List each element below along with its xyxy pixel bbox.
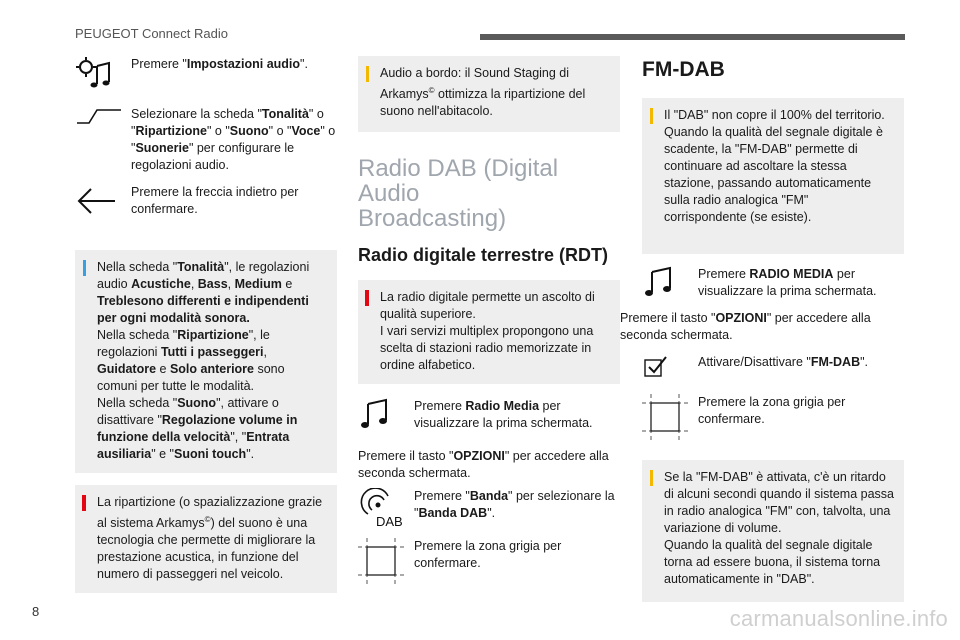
checkbox-icon [642,354,698,396]
step-radio-media: Premere Radio Media per visualizzare la prima schermata. [358,398,620,442]
info-icon [366,66,369,82]
gray-zone-icon [358,538,414,580]
header-bar [480,34,905,40]
note-warning-arkamys: La ripartizione (o spazializzazione grazie al sistema Arkamys©) del suono è una tecnologia che permette di migliorare la prestazione acustica, in funzione del numero di passeggeri nel veicolo. [75,485,337,593]
step-gray-zone-3: Premere la zona grigia per confermare. [642,394,904,450]
music-settings-icon [75,56,131,98]
gray-zone-icon [642,394,698,436]
note-dab-warning: La radio digitale permette un ascolto di qualità superiore. I vari servizi multiplex propongono una scelta di stazioni radio memorizzate in ordine alfabetico. [358,280,620,384]
note-tonality-info: Nella scheda "Tonalità", le regolazioni audio Acustiche, Bass, Medium e Treblesono differenti e indipendenti per ogni modalità sonora. Nella scheda "Ripartizione", le regolazioni Tutti i passeggeri, Guidatore e Solo anteriore sono comuni per tutte le modalità. Nella scheda "Suono", attivare o disattivare "Regolazione volume in funzione della velocità", "Entrata ausiliaria" e "Suoni touch". [75,250,337,473]
warning-icon [82,495,86,511]
note-fm-dab-delay: Se la "FM-DAB" è attivata, c'è un ritardo di alcuni secondi quando il sistema passa in radio analogica "FM" con, talvolta, una variazione di volume. Quando la qualità del segnale digitale torna ad essere buona, il sistema torna automaticamente in "DAB". [642,460,904,602]
fm-dab-title: FM-DAB [642,58,725,81]
arrow-left-icon [75,184,131,226]
note-sound-staging: Audio a bordo: il Sound Staging di Arkamys© ottimizza la ripartizione del suono nell'abitacolo. [358,56,620,132]
dab-icon-label: DAB [376,514,403,530]
dab-radio-icon [358,488,414,530]
options-paragraph: Premere il tasto "OPZIONI" per accedere alla seconda schermata. [620,311,871,342]
options-paragraph: Premere il tasto "OPZIONI" per accedere alla seconda schermata. [358,449,609,481]
step-band-dab: DAB Premere "Banda" per selezionare la "Banda DAB". [358,488,620,538]
page-number: 8 [32,604,40,619]
step-select-tab: Selezionare la scheda "Tonalità" o "Ripartizione" o "Suono" o "Voce" o "Suonerie" per configurare le regolazioni audio. [75,106,337,184]
tab-shape-icon [75,106,131,148]
step-radio-media-3: Premere RADIO MEDIA per visualizzare la prima schermata. [642,266,904,310]
info-icon [650,108,653,124]
column-3 [620,56,904,602]
page-header-title: PEUGEOT Connect Radio [75,26,228,41]
music-note-icon [642,266,698,308]
music-note-icon [358,398,414,440]
column-1 [75,56,337,593]
info-icon [83,260,86,276]
step-gray-zone: Premere la zona grigia per confermare. [358,538,620,588]
step-audio-settings: Premere "Impostazioni audio". [75,56,337,106]
info-icon [650,470,653,486]
bold-label: Impostazioni audio [186,57,301,71]
warning-icon [365,290,369,306]
watermark: carmanualsonline.info [729,606,948,631]
step-toggle-fm-dab: Attivare/Disattivare "FM-DAB". [642,354,904,394]
note-dab-coverage: Il "DAB" non copre il 100% del territorio. Quando la qualità del segnale digitale è scadente, la "FM-DAB" permette di continuare ad ascoltare la stessa stazione, passando automaticamente sulla radio analogica "FM" corrispondente (se esiste). [642,98,904,254]
column-2 [358,56,620,588]
section-title: Radio DAB (Digital Audio Broadcasting) [358,155,559,233]
step-back-arrow: Premere la freccia indietro per confermare. [75,184,337,244]
subsection-title: Radio digitale terrestre (RDT) [358,245,609,266]
